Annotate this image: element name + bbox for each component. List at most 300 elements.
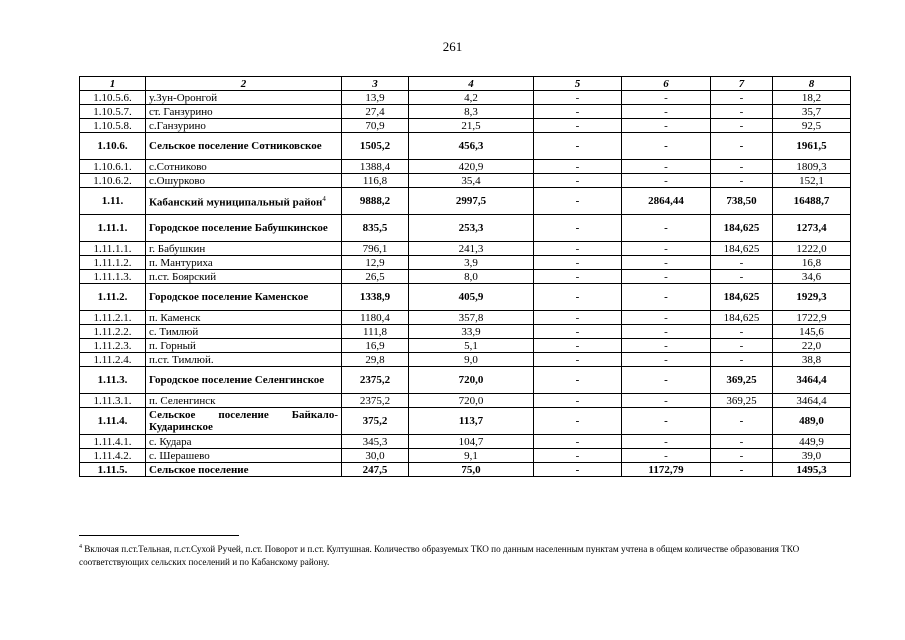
col7-cell-text: - <box>739 174 744 187</box>
col7-cell <box>711 463 773 477</box>
col4-cell-text: 3,9 <box>464 256 478 269</box>
col8-cell-text: 22,0 <box>801 339 822 352</box>
col8-cell-text: 92,5 <box>801 119 822 132</box>
col4-cell <box>409 160 534 174</box>
col8-cell-text: 35,7 <box>801 105 822 118</box>
row-code-cell <box>80 394 146 408</box>
col8-cell-text: 1222,0 <box>796 242 827 255</box>
col5-cell <box>534 270 622 284</box>
col4-cell <box>409 242 534 256</box>
col7-cell <box>711 91 773 105</box>
row-code-cell-text: 1.11.5. <box>97 463 128 476</box>
col6-cell <box>622 449 711 463</box>
col6-cell <box>622 463 711 477</box>
col8-cell <box>773 435 851 449</box>
header-cell: 5 <box>534 77 622 91</box>
row-name-cell-text: с.Сотниково <box>149 160 207 173</box>
row-code-cell-text: 1.11.4. <box>97 415 128 427</box>
col8-cell <box>773 174 851 188</box>
row-name-cell <box>146 463 342 477</box>
row-name-cell <box>146 408 342 435</box>
col6-cell-text: - <box>664 311 668 324</box>
header-cell: 4 <box>409 77 534 91</box>
footnote-reference: 4 <box>322 195 326 204</box>
col6-cell-text: - <box>664 119 668 132</box>
col4-cell <box>409 325 534 339</box>
col5-cell-text: - <box>575 311 580 324</box>
row-name-cell <box>146 339 342 353</box>
col5-cell <box>534 394 622 408</box>
col7-cell-text: - <box>739 339 744 352</box>
row-name-cell-text: Городское поселение Бабушкинское <box>149 222 328 234</box>
col6-cell-text: - <box>664 291 668 303</box>
footnote <box>79 541 850 569</box>
col8-cell <box>773 325 851 339</box>
col5-cell-text: - <box>575 222 580 234</box>
col3-cell-text: 27,4 <box>365 105 385 118</box>
row-code-cell-text: 1.11.3.1. <box>93 394 132 407</box>
col6-cell <box>622 105 711 119</box>
col6-cell-text: - <box>664 435 668 448</box>
col8-cell-text: 34,6 <box>801 270 822 283</box>
col4-cell <box>409 188 534 215</box>
row-code-cell-text: 1.11.2.4. <box>93 353 132 366</box>
col5-cell <box>534 160 622 174</box>
row-name-cell-text: п. Селенгинск <box>149 394 216 407</box>
col7-cell <box>711 242 773 256</box>
col5-cell <box>534 408 622 435</box>
col3-cell <box>342 311 409 325</box>
header-cell: 6 <box>622 77 711 91</box>
table-row <box>80 133 851 160</box>
col6-cell-text: - <box>664 270 668 283</box>
col4-cell-text: 253,3 <box>458 222 484 234</box>
col3-cell-text: 2375,2 <box>359 374 391 386</box>
row-name-cell <box>146 256 342 270</box>
table-row <box>80 311 851 325</box>
col8-cell-text: 152,1 <box>799 174 824 187</box>
col8-cell-text: 38,8 <box>801 353 822 366</box>
col5-cell <box>534 449 622 463</box>
col4-cell-text: 9,0 <box>464 353 478 366</box>
col8-cell-text: 1495,3 <box>796 463 827 476</box>
col4-cell <box>409 270 534 284</box>
row-code-cell <box>80 463 146 477</box>
col3-cell <box>342 188 409 215</box>
header-cell: 1 <box>80 77 146 91</box>
table-row <box>80 408 851 435</box>
row-code-cell-text: 1.11.2.1. <box>93 311 132 324</box>
col5-cell <box>534 325 622 339</box>
col4-cell-text: 21,5 <box>461 119 481 132</box>
col5-cell-text: - <box>575 119 580 132</box>
col7-cell-text: - <box>739 270 744 283</box>
col5-cell-text: - <box>575 415 580 427</box>
row-code-cell <box>80 174 146 188</box>
row-code-cell-text: 1.11.1.2. <box>93 256 132 269</box>
col3-cell-text: 12,9 <box>365 256 385 269</box>
table-row <box>80 353 851 367</box>
header-row <box>80 77 851 91</box>
col8-cell-text: 39,0 <box>801 449 822 462</box>
row-name-cell-text: с. Тимлюй <box>149 325 199 338</box>
col7-cell-text: - <box>739 119 744 132</box>
col4-cell-text: 420,9 <box>458 160 484 173</box>
row-code-cell-text: 1.11.1.1. <box>93 242 132 255</box>
row-code-cell <box>80 270 146 284</box>
row-name-cell-text: с. Кудара <box>149 435 192 448</box>
col4-cell <box>409 353 534 367</box>
col6-cell-text: - <box>664 374 668 386</box>
col3-cell <box>342 133 409 160</box>
table-row <box>80 188 851 215</box>
row-name-cell-text: п. Каменск <box>149 311 201 324</box>
row-name-cell <box>146 215 342 242</box>
row-code-cell-text: 1.11.4.2. <box>93 449 132 462</box>
row-name-cell-text: Городское поселение Селенгинское <box>149 374 325 386</box>
col8-cell-text: 18,2 <box>801 91 822 104</box>
col3-cell <box>342 242 409 256</box>
row-code-cell-text: 1.11.3. <box>97 374 128 386</box>
col5-cell <box>534 105 622 119</box>
col7-cell <box>711 174 773 188</box>
col7-cell-text: 184,625 <box>723 222 760 234</box>
table-row <box>80 242 851 256</box>
col8-cell <box>773 311 851 325</box>
row-code-cell <box>80 133 146 160</box>
table-row <box>80 435 851 449</box>
col7-cell <box>711 270 773 284</box>
row-name-cell <box>146 188 342 215</box>
col5-cell <box>534 119 622 133</box>
col7-cell <box>711 394 773 408</box>
col4-cell <box>409 105 534 119</box>
col3-cell <box>342 160 409 174</box>
col7-cell <box>711 311 773 325</box>
row-name-cell <box>146 353 342 367</box>
col5-cell <box>534 215 622 242</box>
col4-cell <box>409 394 534 408</box>
col7-cell-text: - <box>739 256 744 269</box>
col8-cell <box>773 394 851 408</box>
col4-cell <box>409 119 534 133</box>
row-code-cell-text: 1.11.2. <box>97 291 128 303</box>
col5-cell-text: - <box>575 91 580 104</box>
col6-cell <box>622 188 711 215</box>
col7-cell-text: 184,625 <box>723 291 760 303</box>
header-cell: 2 <box>146 77 342 91</box>
col6-cell <box>622 270 711 284</box>
col4-cell <box>409 133 534 160</box>
col6-cell <box>622 133 711 160</box>
col7-cell-text: 369,25 <box>726 374 757 386</box>
col7-cell-text: - <box>739 140 744 152</box>
col4-cell-text: 33,9 <box>461 325 481 338</box>
data-table <box>79 76 851 477</box>
row-name-cell <box>146 91 342 105</box>
col6-cell-text: - <box>664 415 668 427</box>
col8-cell <box>773 270 851 284</box>
row-code-cell <box>80 160 146 174</box>
row-name-cell-text: Городское поселение Каменское <box>149 291 309 303</box>
row-code-cell <box>80 339 146 353</box>
col3-cell <box>342 174 409 188</box>
col3-cell-text: 26,5 <box>365 270 385 283</box>
col3-cell-text: 30,0 <box>365 449 385 462</box>
col4-cell-text: 720,0 <box>458 374 484 386</box>
col5-cell-text: - <box>575 256 580 269</box>
col3-cell-text: 375,2 <box>362 415 388 427</box>
col4-cell-text: 241,3 <box>458 242 484 255</box>
col7-cell-text: - <box>739 415 744 427</box>
row-name-cell-text: п. Мантуриха <box>149 256 213 269</box>
table-row <box>80 105 851 119</box>
col4-cell-text: 8,0 <box>464 270 478 283</box>
table-row <box>80 160 851 174</box>
col7-cell-text: 369,25 <box>726 394 757 407</box>
col5-cell <box>534 91 622 105</box>
col6-cell-text: 1172,79 <box>648 463 684 476</box>
row-name-cell-text: ст. Ганзурино <box>149 105 213 118</box>
col6-cell <box>622 339 711 353</box>
col4-cell-text: 4,2 <box>464 91 478 104</box>
col8-cell-text: 1809,3 <box>796 160 827 173</box>
col6-cell-text: - <box>664 394 668 407</box>
col8-cell-text: 449,9 <box>799 435 824 448</box>
col7-cell <box>711 367 773 394</box>
col7-cell <box>711 133 773 160</box>
col8-cell-text: 16,8 <box>801 256 822 269</box>
row-name-cell <box>146 394 342 408</box>
row-name-cell-text: п.ст. Боярский <box>149 270 217 283</box>
col5-cell-text: - <box>575 435 580 448</box>
col3-cell-text: 70,9 <box>365 119 385 132</box>
col8-cell <box>773 449 851 463</box>
row-code-cell <box>80 91 146 105</box>
row-name-cell-text: у.Зун-Оронгой <box>149 91 218 104</box>
page-number: 261 <box>442 39 463 54</box>
col4-cell-text: 104,7 <box>458 435 484 448</box>
col4-cell <box>409 339 534 353</box>
col7-cell-text: - <box>739 105 744 118</box>
col8-cell <box>773 133 851 160</box>
col3-cell <box>342 119 409 133</box>
col5-cell <box>534 367 622 394</box>
col7-cell-text: - <box>739 435 744 448</box>
row-code-cell <box>80 105 146 119</box>
col4-cell <box>409 256 534 270</box>
col8-cell-text: 3464,4 <box>796 374 827 386</box>
table-row <box>80 119 851 133</box>
col3-cell-text: 796,1 <box>362 242 388 255</box>
col5-cell-text: - <box>575 195 580 207</box>
header-cell: 8 <box>773 77 851 91</box>
col6-cell <box>622 435 711 449</box>
col5-cell-text: - <box>575 463 580 476</box>
col4-cell <box>409 435 534 449</box>
col3-cell-text: 13,9 <box>365 91 385 104</box>
col8-cell <box>773 160 851 174</box>
col5-cell <box>534 174 622 188</box>
col3-cell <box>342 105 409 119</box>
col5-cell-text: - <box>575 325 580 338</box>
row-name-cell <box>146 325 342 339</box>
col3-cell <box>342 408 409 435</box>
col8-cell <box>773 339 851 353</box>
table-row <box>80 174 851 188</box>
col3-cell-text: 111,8 <box>363 325 387 338</box>
col4-cell <box>409 408 534 435</box>
row-name-cell-text: с.Ошурково <box>149 174 205 187</box>
col5-cell-text: - <box>575 174 580 187</box>
col8-cell-text: 1929,3 <box>796 291 827 303</box>
col3-cell-text: 247,5 <box>362 463 388 476</box>
col4-cell <box>409 449 534 463</box>
col5-cell <box>534 463 622 477</box>
row-name-cell <box>146 133 342 160</box>
col5-cell-text: - <box>575 394 580 407</box>
row-name-cell <box>146 270 342 284</box>
row-code-cell-text: 1.11.4.1. <box>93 435 132 448</box>
col7-cell <box>711 435 773 449</box>
col6-cell-text: - <box>664 449 668 462</box>
row-name-cell <box>146 160 342 174</box>
col6-cell <box>622 256 711 270</box>
col6-cell-text: - <box>664 174 668 187</box>
col7-cell-text: - <box>739 449 744 462</box>
col5-cell <box>534 339 622 353</box>
col8-cell <box>773 284 851 311</box>
col6-cell-text: - <box>664 91 668 104</box>
col5-cell-text: - <box>575 270 580 283</box>
col5-cell-text: - <box>575 140 580 152</box>
table-row <box>80 449 851 463</box>
row-name-cell <box>146 435 342 449</box>
col7-cell <box>711 325 773 339</box>
col5-cell <box>534 284 622 311</box>
col5-cell <box>534 311 622 325</box>
row-code-cell-text: 1.10.6.1. <box>93 160 132 173</box>
col3-cell <box>342 270 409 284</box>
table-row <box>80 284 851 311</box>
col3-cell-text: 1338,9 <box>359 291 391 303</box>
footnote-divider <box>79 535 239 536</box>
col3-cell-text: 29,8 <box>365 353 385 366</box>
col3-cell <box>342 367 409 394</box>
col4-cell-text: 113,7 <box>458 415 484 427</box>
row-name-cell <box>146 119 342 133</box>
col3-cell-text: 2375,2 <box>359 394 391 407</box>
col4-cell-text: 8,3 <box>464 105 478 118</box>
row-name-cell-text: г. Бабушкин <box>149 242 206 255</box>
col8-cell <box>773 463 851 477</box>
col3-cell <box>342 325 409 339</box>
col6-cell <box>622 91 711 105</box>
row-code-cell-text: 1.11.1.3. <box>93 270 132 283</box>
table-body <box>80 91 851 477</box>
col5-cell <box>534 435 622 449</box>
col3-cell <box>342 284 409 311</box>
row-code-cell-text: 1.10.5.8. <box>93 119 132 132</box>
col5-cell-text: - <box>575 242 580 255</box>
col5-cell-text: - <box>575 291 580 303</box>
col7-cell-text: - <box>739 91 744 104</box>
col6-cell-text: - <box>664 160 668 173</box>
col6-cell <box>622 394 711 408</box>
row-code-cell <box>80 367 146 394</box>
table-row <box>80 270 851 284</box>
col8-cell <box>773 256 851 270</box>
col8-cell <box>773 105 851 119</box>
row-code-cell <box>80 242 146 256</box>
table-row <box>80 339 851 353</box>
row-code-cell <box>80 311 146 325</box>
col4-cell-text: 357,8 <box>458 311 484 324</box>
col5-cell <box>534 242 622 256</box>
col4-cell-text: 5,1 <box>464 339 478 352</box>
row-name-cell-text: Кабанский муниципальный район <box>149 196 323 209</box>
col8-cell <box>773 353 851 367</box>
col4-cell-text: 405,9 <box>458 291 484 303</box>
col3-cell <box>342 463 409 477</box>
col7-cell <box>711 119 773 133</box>
col8-cell <box>773 91 851 105</box>
table-row <box>80 325 851 339</box>
col4-cell-text: 720,0 <box>458 394 484 407</box>
footnote-text: Включая п.ст.Тельная, п.ст.Сухой Ручей, п.ст. Поворот и п.ст. Култушная. Количество образуемых ТКО по данным населенным пунктам учтена в общем количестве образования ТКО соответствующих сельских поселений и по Кабанскому району. <box>79 544 800 568</box>
col7-cell-text: - <box>739 353 744 366</box>
row-code-cell-text: 1.11.1. <box>97 222 128 234</box>
row-code-cell <box>80 215 146 242</box>
row-code-cell <box>80 256 146 270</box>
col5-cell-text: - <box>575 449 580 462</box>
col6-cell <box>622 325 711 339</box>
row-name-cell-text: п. Горный <box>149 339 196 352</box>
row-code-cell <box>80 119 146 133</box>
col4-cell <box>409 284 534 311</box>
col3-cell-text: 1388,4 <box>359 160 391 173</box>
row-code-cell-text: 1.11. <box>101 195 124 207</box>
row-code-cell <box>80 325 146 339</box>
col7-cell-text: - <box>739 325 744 338</box>
col6-cell-text: - <box>664 242 668 255</box>
col6-cell <box>622 174 711 188</box>
col7-cell <box>711 353 773 367</box>
col7-cell <box>711 408 773 435</box>
col8-cell-text: 1961,5 <box>796 140 827 152</box>
table-row <box>80 215 851 242</box>
col7-cell <box>711 160 773 174</box>
col4-cell-text: 456,3 <box>458 140 484 152</box>
row-code-cell <box>80 284 146 311</box>
header-cell: 7 <box>711 77 773 91</box>
row-name-cell <box>146 174 342 188</box>
col3-cell <box>342 215 409 242</box>
table-row <box>80 256 851 270</box>
col3-cell-text: 835,5 <box>362 222 388 234</box>
col6-cell-text: - <box>664 140 668 152</box>
col8-cell <box>773 188 851 215</box>
col3-cell <box>342 256 409 270</box>
row-name-cell <box>146 367 342 394</box>
col4-cell-text: 2997,5 <box>455 195 487 207</box>
col3-cell <box>342 91 409 105</box>
col6-cell <box>622 215 711 242</box>
col5-cell-text: - <box>575 339 580 352</box>
col6-cell-text: - <box>664 353 668 366</box>
col6-cell <box>622 242 711 256</box>
row-code-cell-text: 1.11.2.2. <box>93 325 132 338</box>
